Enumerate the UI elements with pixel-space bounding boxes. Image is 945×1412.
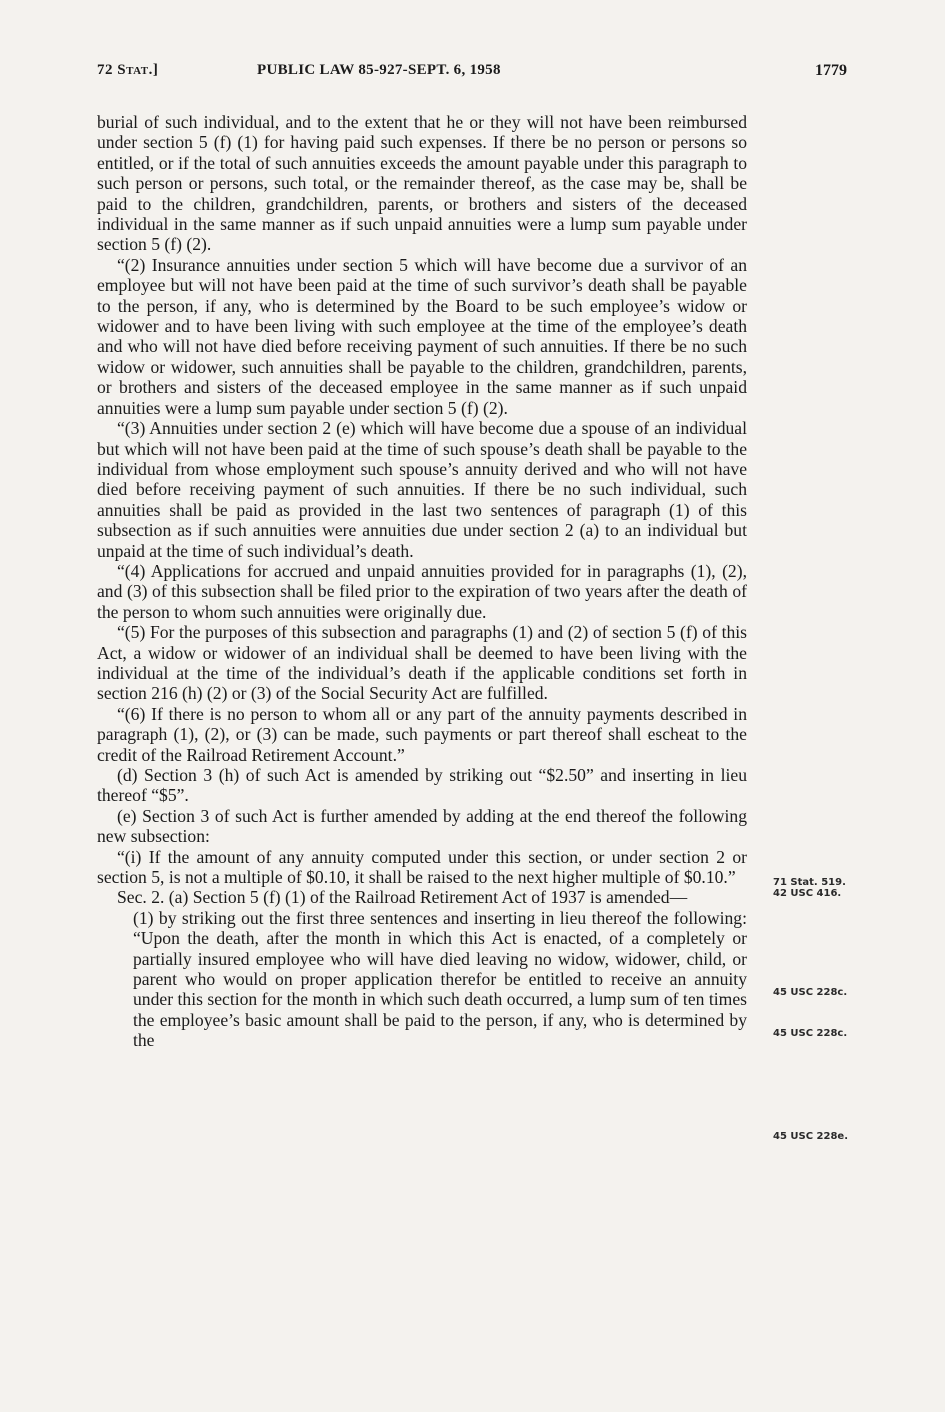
paragraph: (e) Section 3 of such Act is further amended by adding at the end thereof the following new subsection: (97, 805, 747, 847)
citation-line: 45 USC 228e. (773, 1131, 848, 1142)
paragraph: burial of such individual, and to the extent that he or they will not have been reimbursed under section 5 (f) (1) for having paid such expenses. If there be no person or persons so entitled, or if the total of such annuities exceeds the amount payable under this paragraph to such person or persons, such total, or the remainder thereof, as the case may be, shall be paid to the children, grandchildren, parents, or brothers and sisters of the deceased individual in the same manner as if such unpaid annuities were a lump sum payable under section 5 (f) (2). (97, 112, 747, 255)
paragraph: “(2) Insurance annuities under section 5 which will have become due a survivor of an employee but will not have been paid at the time of such survivor’s death shall be payable to the person, if any, who is determined by the Board to be such employee’s widow or widower and to have been living with such employee at the time of the employee’s death and who will not have died before receiving payment of such annuities. If there be no such widow or widower, such annuities shall be payable to the children, grandchildren, parents, or brothers and sisters of the deceased employee in the same manner as if such unpaid annuities were a lump sum payable under section 5 (f) (2). (97, 254, 747, 418)
margin-citation (773, 987, 893, 998)
citation-line: 71 Stat. 519. (773, 877, 846, 888)
paragraph: “(3) Annuities under section 2 (e) which will have become due a spouse of an individual but which will not have been paid at the time of such spouse’s death shall be payable to the individual from whose employment such spouse’s annuity derived and who will not have died before receiving payment of such annuities. If there be no such individual, such annuities shall be paid as provided in the last two sentences of paragraph (1) of this subsection as if such annuities were annuities due under section 2 (a) to an individual but unpaid at the time of such individual’s death. (97, 418, 747, 561)
subitem-paragraph: (1) by striking out the first three sentences and inserting in lieu thereof the following: “Upon the death, after the month in which this Act is enacted, of a completely or partially insured employee who will have died leaving no widow, widower, child, or parent who would on proper application therefor be entitled to receive an annuity under this section for the month in which such death occurred, a lump sum of ten times the employee’s basic amount shall be paid to the person, if any, who is determined by the (133, 907, 747, 1051)
running-header (97, 62, 897, 86)
margin-citation (773, 1131, 893, 1142)
citation-line: 45 USC 228c. (773, 1028, 848, 1039)
law-title: PUBLIC LAW 85-927-SEPT. 6, 1958 (257, 62, 501, 78)
paragraph: “(5) For the purposes of this subsection and paragraphs (1) and (2) of section 5 (f) of this Act, a widow or widower of an individual shall be deemed to have been living with the individual at the time of the individual’s death if the applicable conditions set forth in section 216 (h) (2) or (3) of the Social Security Act are fulfilled. (97, 622, 747, 704)
citation-line: 45 USC 228c. (773, 987, 848, 998)
body-text (97, 112, 747, 1051)
margin-citation (773, 877, 893, 899)
paragraph: “(i) If the amount of any annuity computed under this section, or under section 2 or section 5, is not a multiple of $0.10, it shall be raised to the next higher multiple of $0.10.” (97, 846, 747, 888)
section-heading-paragraph: Sec. 2. (a) Section 5 (f) (1) of the Railroad Retirement Act of 1937 is amended— (117, 887, 688, 908)
citation-line: 42 USC 416. (773, 888, 842, 899)
statute-volume: 72 Stat.] (97, 62, 159, 78)
margin-citation (773, 1028, 893, 1039)
page-number: 1779 (815, 62, 847, 79)
paragraph: “(6) If there is no person to whom all or any part of the annuity payments described in paragraph (1), (2), or (3) can be made, such payments or part thereof shall escheat to the credit of the Railroad Retirement Account.” (97, 703, 747, 765)
paragraph: (d) Section 3 (h) of such Act is amended by striking out “$2.50” and inserting in lieu thereof “$5”. (97, 765, 747, 806)
paragraph: “(4) Applications for accrued and unpaid annuities provided for in paragraphs (1), (2), and (3) of this subsection shall be filed prior to the expiration of two years after the death of the person to whom such annuities were originally due. (97, 560, 747, 622)
